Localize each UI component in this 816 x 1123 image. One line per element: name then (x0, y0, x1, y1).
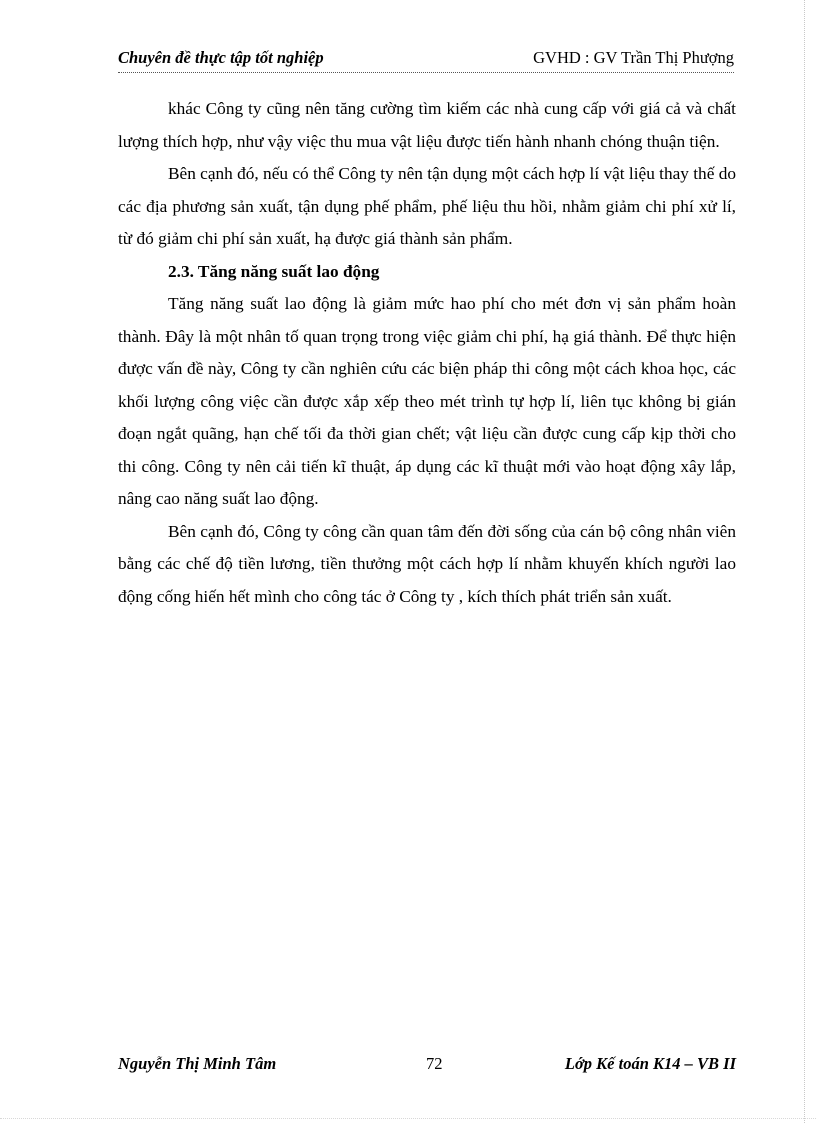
page-header (118, 48, 734, 72)
page-edge-border (804, 0, 806, 1123)
body-paragraph: Bên cạnh đó, nếu có thể Công ty nên tận dụng một cách hợp lí vật liệu thay thế do các địa phương sản xuất, tận dụng phế phẩm, phế liệu thu hồi, nhằm giảm chi phí xử lí, từ đó giảm chi phí sản xuất, hạ được giá thành sản phẩm. (118, 164, 736, 248)
section-paragraph: Bên cạnh đó, Công ty công cần quan tâm đến đời sống của cán bộ công nhân viên bằng các chế độ tiền lương, tiền thưởng một cách hợp lí nhằm khuyến khích người lao động cống hiến hết mình cho công tác ở Công ty , kích thích phát triển sản xuất. (118, 521, 736, 606)
footer-author: Nguyễn Thị Minh Tâm (118, 1054, 277, 1073)
page-number: 72 (426, 1054, 443, 1073)
header-document-title: Chuyên đề thực tập tốt nghiệp (118, 48, 324, 67)
section-paragraph: Tăng năng suất lao động là giảm mức hao phí cho mét đơn vị sản phẩm hoàn thành. Đây là một nhân tố quan trọng trong việc giảm chi phí, hạ giá thành. Để thực hiện được vấn đề này, Công ty cần nghiên cứu các biện pháp thi công một cách khoa học, các khối lượng công việc cần được xắp xếp theo mét trình tự hợp lí, liên tục không bị gián đoạn ngắt quãng, hạn chế tối đa thời gian chết; vật liệu cần được cung cấp kịp thời cho thi công. Công ty nên cải tiến kĩ thuật, áp dụng các kĩ thuật mới vào hoạt động xây lắp, nâng cao năng suất lao động. (118, 294, 736, 508)
section-heading: 2.3. Tăng năng suất lao động (168, 261, 380, 281)
page-bottom-border (0, 1118, 816, 1120)
header-divider (118, 72, 734, 73)
footer-class: Lớp Kế toán K14 – VB II (564, 1054, 736, 1073)
document-body (118, 93, 736, 613)
page-footer (118, 1054, 736, 1078)
header-supervisor: GVHD : GV Trần Thị Phượng (533, 48, 734, 67)
body-paragraph: khác Công ty cũng nên tăng cường tìm kiếm các nhà cung cấp với giá cả và chất lượng thích hợp, như vậy việc thu mua vật liệu được tiến hành nhanh chóng thuận tiện. (118, 99, 736, 151)
